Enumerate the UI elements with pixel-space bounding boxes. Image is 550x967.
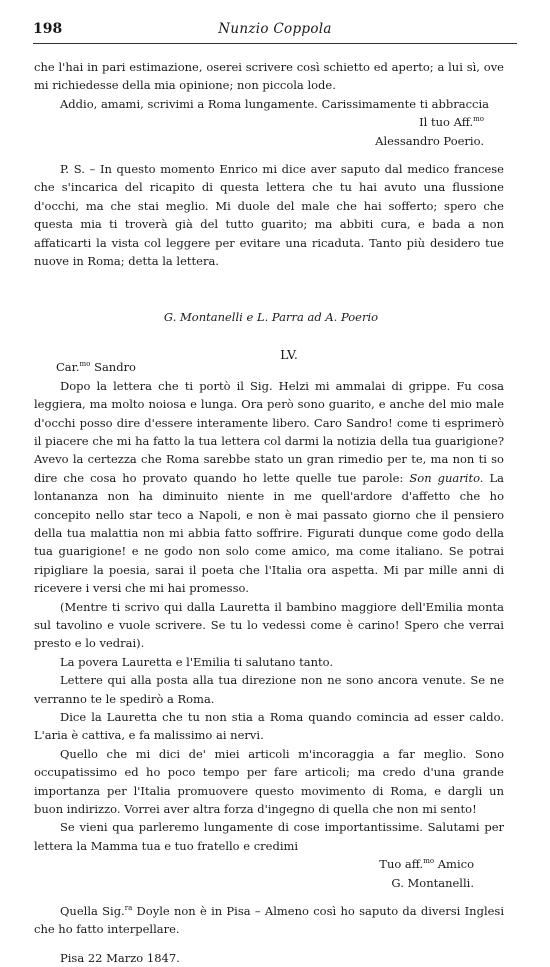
paragraph-5: Dice la Lauretta che tu non stia a Roma quando comincia ad esser caldo. L'aria è cattiva, e fa malissimo ai nervi.	[34, 710, 504, 743]
paragraph-2: (Mentre ti scrivo qui dalla Lauretta il bambino maggiore dell'Emilia monta sul tavolino e vuole scrivere. Se tu lo vedessi come è carino! Spero che verrai presto e lo vedrai).	[34, 599, 504, 651]
letter-signature: G. Montanelli.	[391, 875, 474, 890]
letter-closing	[34, 855, 504, 873]
letter-date: Pisa 22 Marzo 1847.	[60, 950, 180, 965]
paragraph-1-a: Dopo la lettera che ti portò il Sig. Helzi mi ammalai di grippe. Fu cosa leggiera, ma molto noiosa e lunga. Ora però sono guarito, e anche del mio male d'occhi posso dire d'essere interamente libero. Caro Sandro! come ti esprimerò il piacere che mi ha fatto la tua lettera col darmi la notizia della tua guarigione? Avevo la certezza che Roma sarebbe stato un gran rimedio per te, ma non ti so dire che cosa ho provato quando ho lette quelle tue parole:	[34, 378, 504, 485]
paragraph-7: Se vieni qua parleremo lungamente di cose importantissime. Salutami per lettera la Mamma tua e tuo fratello e credimi	[34, 820, 504, 853]
paragraph-6: Quello che mi dici de' miei articoli m'incoraggia a far meglio. Sono occupatissimo ed ho poco tempo per fare articoli; ma credo d'una grande importanza per l'Italia promuovere questo movimento di Roma, e dargli un buon indirizzo. Vorrei aver altra forza d'ingegno di quella che non mi sento!	[34, 746, 504, 817]
paragraph-3: La povera Lauretta e l'Emilia ti salutano tanto.	[60, 654, 333, 669]
closing-line	[34, 113, 504, 131]
letter-closing-word: Amico	[437, 857, 474, 872]
letter-postscript	[34, 902, 504, 939]
farewell-paragraph: Addio, amami, scrivimi a Roma lungamente. Carissimamente ti abbraccia	[60, 96, 490, 111]
paragraph-1-b: La lontananza non ha diminuito niente in me quell'ardore d'affetto che ho concepito nello star teco a Napoli, e non è mai passato giorno che il pensiero della tua malattia non mi abbia fatto soffrire. Figurati dunque come godo della tua guarigione! e ne godo non solo come amico, ma come italiano. Se potrai ripigliare la poesia, sarai il poeta che l'Italia ora aspetta. Mi par mille anni di ricevere i versi che mi hai promesso.	[34, 470, 504, 596]
postscript-b: Doyle non è in Pisa – Almeno così ho saputo da diversi Inglesi che ho fatto interpellare.	[34, 904, 505, 937]
letter-number: LV.	[280, 346, 298, 362]
signature: Alessandro Poerio.	[375, 133, 484, 148]
running-header	[33, 21, 517, 39]
salutation-text: Car.	[56, 360, 80, 375]
letter-heading: G. Montanelli e L. Parra ad A. Poerio	[163, 310, 379, 325]
paragraph-1	[34, 377, 504, 598]
continued-paragraph: che l'hai in pari estimazione, oserei scrivere così schietto ed aperto; a lui sì, ove mi richiedesse della mia opinione; non piccola lode.	[34, 60, 504, 93]
salutation	[34, 358, 504, 376]
header-rule	[33, 43, 517, 44]
closing-text: Il tuo Aff.	[419, 115, 474, 130]
postscript-superscript: ra	[124, 904, 133, 913]
postscript-a: Quella Sig.	[60, 904, 125, 919]
salutation-superscript: mo	[79, 360, 91, 369]
letter-closing-superscript: mo	[423, 857, 435, 866]
paragraph-4: Lettere qui alla posta alla tua direzione non ne sono ancora venute. Se ne verranno te le spedirò a Roma.	[34, 673, 504, 706]
closing-superscript: mo	[473, 115, 484, 124]
postscript: P. S. – In questo momento Enrico mi dice aver saputo dal medico francese che s'incarica del ricapito di questa lettera che tu hai avuto una flussione d'occhi, ma che stai meglio. Mi duole del male che hai sofferto; spero che questa mia ti troverà già del tutto guarito; ma abbiti cura, e bada a non affaticarti la vista col leggere per evitare una ricaduta. Tanto più desidero tue nuove in Roma; detta la lettera.	[34, 162, 504, 269]
salutation-name: Sandro	[94, 360, 136, 375]
letter-closing-text: Tuo aff.	[379, 857, 424, 872]
page-body	[34, 58, 504, 967]
page-number: 198	[33, 21, 63, 37]
running-title: Nunzio Coppola	[218, 21, 332, 37]
quoted-phrase: Son guarito.	[409, 470, 484, 485]
